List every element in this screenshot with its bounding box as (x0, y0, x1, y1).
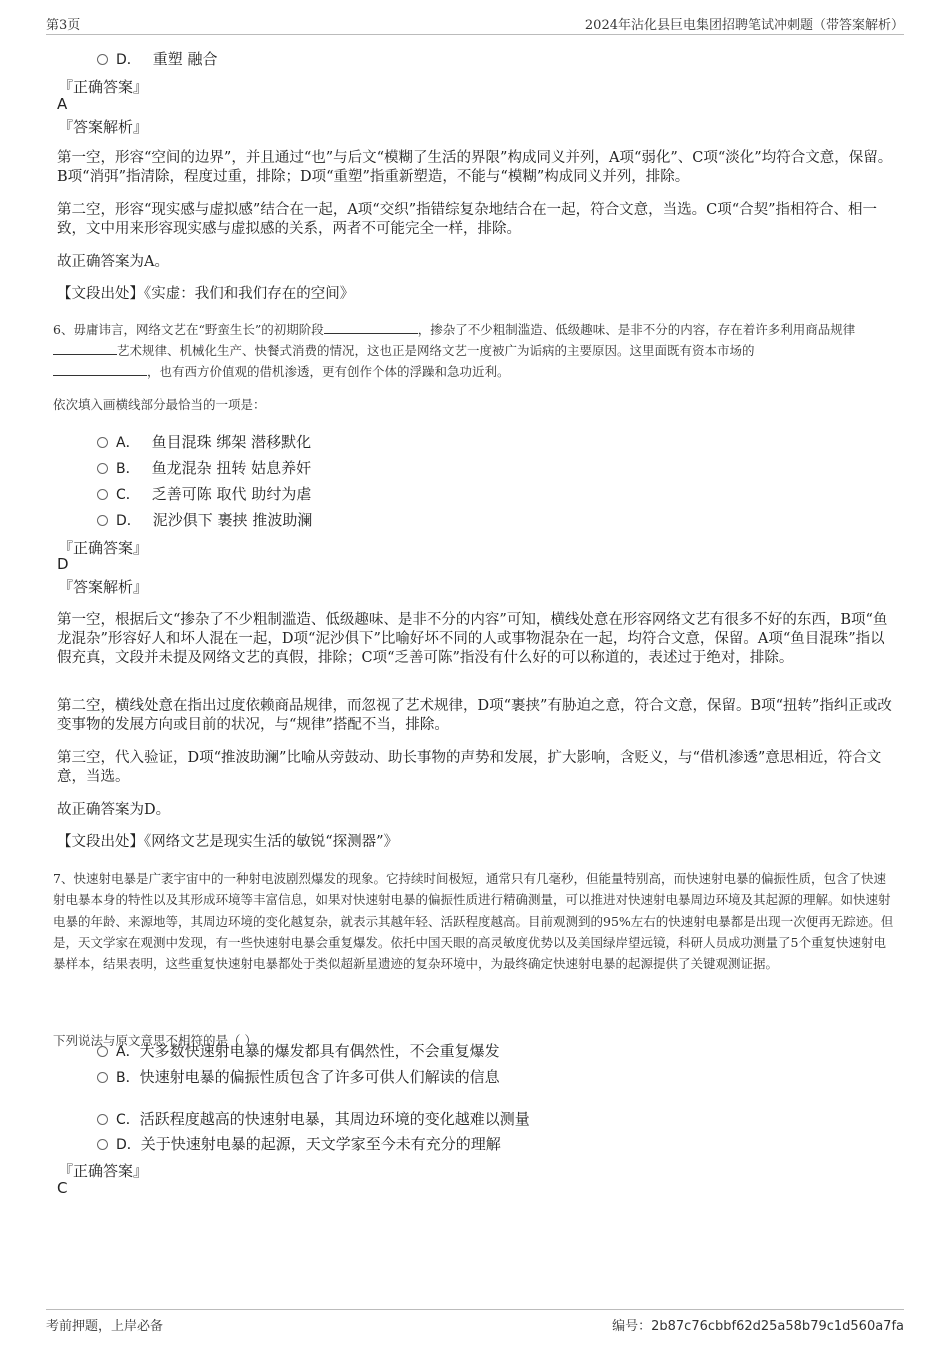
q6-prompt: 依次填入画横线部分最恰当的一项是： (53, 397, 266, 412)
q6-answer-label: 『正确答案』 (58, 539, 149, 557)
q6-option-b[interactable]: B． 鱼龙混杂 扭转 姑息养奸 (97, 457, 311, 478)
q7-option-b[interactable]: B．快速射电暴的偏振性质包含了许多可供人们解读的信息 (97, 1066, 500, 1087)
page-footer (46, 1309, 904, 1334)
q6-conclusion: 故正确答案为D。 (57, 802, 171, 818)
blank-3 (53, 361, 147, 376)
q5-answer: A (57, 95, 68, 113)
q6-source: 【文段出处】《网络文艺是现实生活的敏锐“探测器”》 (57, 834, 399, 850)
q7-stem: 7、快速射电暴是广袤宇宙中的一种射电波剧烈爆发的现象。它持续时间极短，通常只有几毫秒，但能量特别高，而快速射电暴的偏振性质，包含了快速射电暴本身的特性以及其形成环境等丰富信息，如果对快速射电暴的偏振性质进行精确测量，可以推进对快速射电暴周边环境及其起源的理解。如快速射电暴的年龄、来源地等，其周边环境的变化越复杂，就表示其越年轻、活跃程度越高。目前观测到的95%左右的快速射电暴都是出现一次便再无踪迹。但是，天文学家在观测中发现，有一些快速射电暴会重复爆发。依托中国天眼的高灵敏度优势以及美国绿岸望远镜，科研人员成功测量了5个重复快速射电暴样本，结果表明，这些重复快速射电暴都处于类似超新星遗迹的复杂环境中，为最终确定快速射电暴的起源提供了关键观测证据。 (53, 871, 894, 972)
blank-2 (53, 340, 117, 355)
q5-analysis-para-1: 第一空，形容“空间的边界”，并且通过“也”与后文“模糊了生活的界限”构成同义并列，A项“弱化”、C项“淡化”均符合文意，保留。B项“消弭”指清除，程度过重，排除；D项“重塑”指重新塑造，不能与“模糊”构成同义并列，排除。 (57, 150, 893, 185)
radio-icon[interactable] (97, 437, 108, 448)
q7-prompt: 下列说法与原文意思不相符的是（ ）。 (53, 1033, 264, 1048)
document-title: 2024年沾化县巨电集团招聘笔试冲刺题（带答案解析） (584, 18, 904, 33)
q7-option-d[interactable]: D．关于快速射电暴的起源，天文学家至今未有充分的理解 (97, 1133, 501, 1154)
q6-option-a[interactable]: A． 鱼目混珠 绑架 潜移默化 (97, 431, 311, 452)
q6-analysis-para-2: 第二空，横线处意在指出过度依赖商品规律，而忽视了艺术规律，D项“裹挟”有胁迫之意，符合文意，保留。B项“扭转”指纠正或改变事物的发展方向或目前的状况，与“规律”搭配不当，排除。 (57, 698, 892, 733)
q5-conclusion: 故正确答案为A。 (57, 254, 169, 270)
blank-1 (324, 319, 418, 334)
page-number: 第3页 (46, 18, 81, 33)
q5-analysis-label: 『答案解析』 (58, 118, 149, 136)
page-header (46, 12, 904, 35)
q6-analysis-para-1: 第一空，根据后文“掺杂了不少粗制滥造、低级趣味、是非不分的内容”可知，横线处意在形容网络文艺有很多不好的东西，B项“鱼龙混杂”形容好人和坏人混在一起，D项“泥沙俱下”比喻好坏不同的人或事物混杂在一起，均符合文意，保留。A项“鱼目混珠”指以假充真，文段并未提及网络文艺的真假，排除；C项“乏善可陈”指没有什么好的可以称道的，表述过于绝对，排除。 (57, 612, 888, 666)
radio-icon[interactable] (97, 515, 108, 526)
radio-icon[interactable] (97, 54, 108, 65)
radio-icon[interactable] (97, 463, 108, 474)
q6-option-d[interactable]: D． 泥沙俱下 裹挟 推波助澜 (97, 509, 312, 530)
q6-answer: D (57, 555, 69, 573)
q6-analysis-para-3: 第三空，代入验证，D项“推波助澜”比喻从旁鼓动、助长事物的声势和发展，扩大影响，含贬义，与“借机渗透”意思相近，符合文意，当选。 (57, 750, 882, 785)
q5-source: 【文段出处】《实虚：我们和我们存在的空间》 (57, 286, 355, 302)
q5-analysis-para-2: 第二空，形容“现实感与虚拟感”结合在一起，A项“交织”指错综复杂地结合在一起，符合文意，当选。C项“合契”指相符合、相一致，文中用来形容现实感与虚拟感的关系，两者不可能完全一样，排除。 (57, 202, 878, 237)
radio-icon[interactable] (97, 1139, 108, 1150)
q6-stem: 6、毋庸讳言，网络文艺在“野蛮生长”的初期阶段 ，掺杂了不少粗制滥造、低级趣味、是非不分的内容，存在着许多利用商品规律艺术规律、机械化生产、快餐式消费的情况，这也正是网络文艺一度被广为诟病的主要原因。这里面既有资本市场的 ，也有西方价值观的借机渗透，更有创作个体的浮躁和急功近利。 (53, 319, 898, 382)
q5-answer-label: 『正确答案』 (58, 78, 149, 96)
document-code: 编号：2b87c76cbbf62d25a58b79c1d560a7fa (612, 1319, 904, 1334)
q5-option-d[interactable]: D． 重塑 融合 (97, 48, 218, 69)
radio-icon[interactable] (97, 1072, 108, 1083)
radio-icon[interactable] (97, 1046, 108, 1057)
q7-answer: C (57, 1179, 68, 1197)
footer-slogan: 考前押题，上岸必备 (46, 1319, 164, 1334)
q6-analysis-label: 『答案解析』 (58, 578, 149, 596)
q7-option-c[interactable]: C．活跃程度越高的快速射电暴，其周边环境的变化越难以测量 (97, 1108, 530, 1129)
q7-answer-label: 『正确答案』 (58, 1162, 149, 1180)
q7-option-a[interactable]: A．大多数快速射电暴的爆发都具有偶然性，不会重复爆发 (97, 1040, 500, 1061)
q6-option-c[interactable]: C． 乏善可陈 取代 助纣为虐 (97, 483, 311, 504)
radio-icon[interactable] (97, 489, 108, 500)
radio-icon[interactable] (97, 1114, 108, 1125)
